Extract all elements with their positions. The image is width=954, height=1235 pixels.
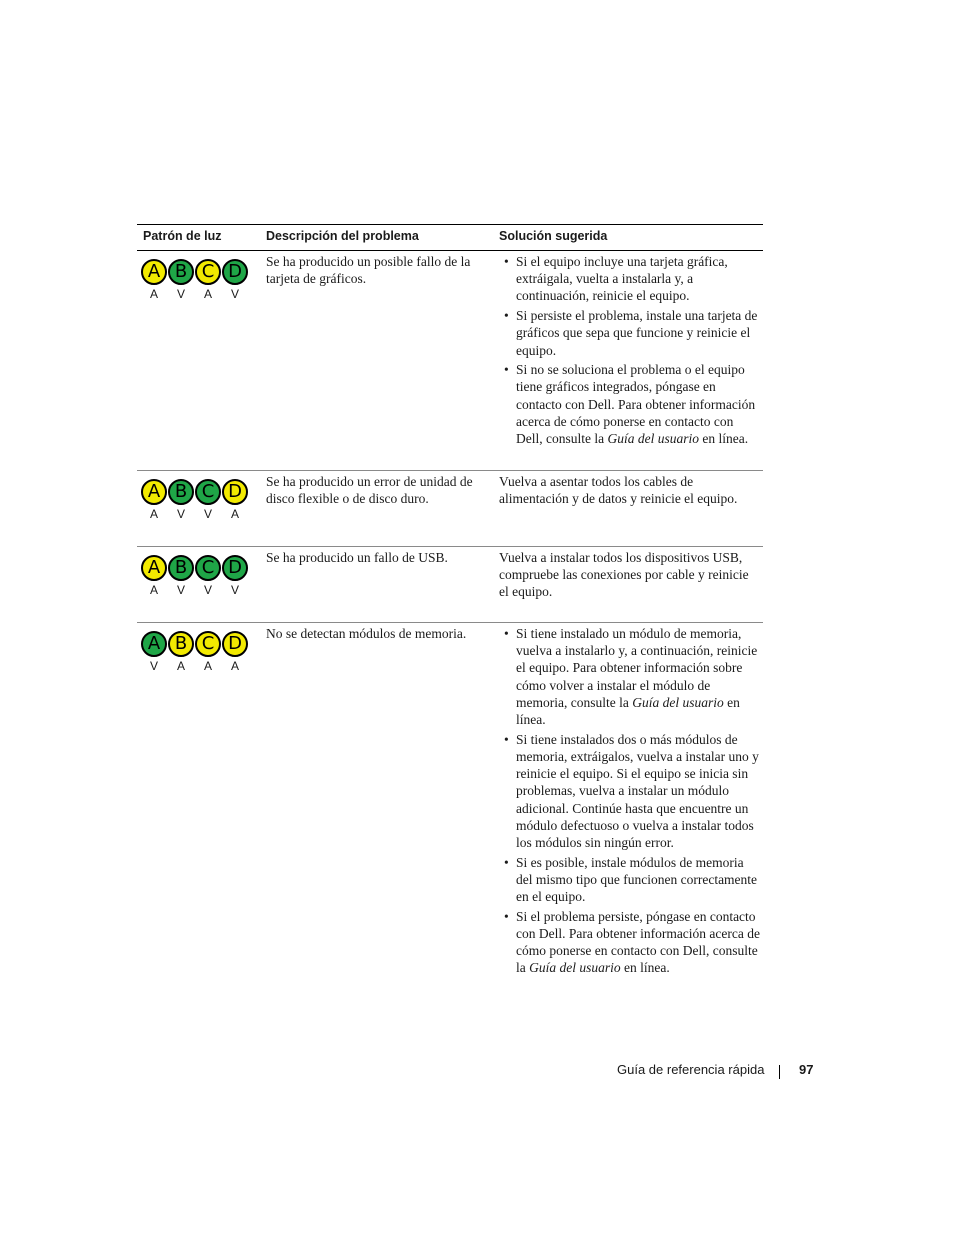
light-state-b: V	[176, 287, 185, 301]
solution-item: • Si es posible, instale módulos de memoria del mismo tipo que funcionen correctamente en el equipo.	[499, 854, 761, 906]
light-pattern	[141, 631, 257, 673]
user-guide-reference: Guía del usuario	[529, 960, 621, 976]
problem-description: Se ha producido un posible fallo de la tarjeta de gráficos.	[266, 254, 471, 287]
diagnostic-light-a: A	[141, 555, 167, 581]
diagnostic-light-a: A	[141, 259, 167, 285]
diagnostic-light-d: D	[222, 555, 248, 581]
page-number: 97	[799, 1062, 814, 1077]
light-state-d: V	[230, 287, 239, 301]
user-guide-reference: Guía del usuario	[632, 694, 724, 710]
diagnostic-light-a: A	[141, 631, 167, 657]
suggested-solution: Vuelva a instalar todos los dispositivos USB, compruebe las conexiones por cable y reinicie el equipo.	[499, 550, 749, 600]
suggested-solution: Vuelva a asentar todos los cables de alimentación y de datos y reinicie el equipo.	[499, 474, 738, 507]
diagnostic-light-b: B	[168, 259, 194, 285]
diagnostic-lights-table	[137, 224, 763, 995]
table-row	[137, 251, 763, 471]
diagnostic-light-d: D	[222, 479, 248, 505]
light-state-c: A	[203, 659, 212, 673]
light-state-c: V	[203, 583, 212, 597]
suggested-solution	[499, 625, 761, 979]
light-state-a: V	[149, 659, 158, 673]
solution-item: • Si el equipo incluye una tarjeta gráfica, extráigala, vuelta a instalarla y, a continuación, reinicie el equipo.	[499, 253, 761, 305]
light-state-d: V	[230, 583, 239, 597]
header-suggested-solution: Solución sugerida	[499, 229, 608, 243]
diagnostic-light-c: C	[195, 555, 221, 581]
solution-item: • Si el problema persiste, póngase en contacto con Dell. Para obtener información acerca de cómo ponerse en contacto con Dell, consulte la Guía del usuario en línea.	[499, 908, 761, 977]
light-state-a: A	[149, 583, 158, 597]
footer-title: Guía de referencia rápida	[617, 1062, 765, 1077]
light-pattern	[141, 259, 257, 301]
light-state-c: A	[203, 287, 212, 301]
suggested-solution	[499, 253, 761, 450]
header-problem-description: Descripción del problema	[266, 229, 419, 243]
solution-item: • Si tiene instalado un módulo de memoria, vuelva a instalarlo y, a continuación, reinicie el equipo. Para obtener información sobre cómo volver a instalar el módulo de memoria, consulte la Guía del usuario en línea.	[499, 625, 761, 728]
diagnostic-light-c: C	[195, 631, 221, 657]
user-guide-reference: Guía del usuario	[607, 431, 699, 447]
light-state-a: A	[149, 287, 158, 301]
diagnostic-light-b: B	[168, 479, 194, 505]
solution-item: • Si tiene instalados dos o más módulos de memoria, extráigalos, vuelva a instalar uno y reinicie el equipo. Si el equipo se inicia sin problemas, vuelva a instalar un módulo adicional. Continúe hasta que encuentre un módulo defectuoso o vuelva a instalar todos los módulos sin ningún error.	[499, 731, 761, 851]
diagnostic-light-d: D	[222, 631, 248, 657]
light-pattern	[141, 555, 257, 597]
diagnostic-light-b: B	[168, 631, 194, 657]
diagnostic-light-c: C	[195, 479, 221, 505]
diagnostic-light-a: A	[141, 479, 167, 505]
footer-divider	[779, 1065, 780, 1079]
solution-item: • Si persiste el problema, instale una tarjeta de gráficos que sepa que funcione y reinicie el equipo.	[499, 307, 761, 359]
light-state-b: V	[176, 583, 185, 597]
table-row	[137, 547, 763, 623]
light-state-c: V	[203, 507, 212, 521]
light-state-b: A	[176, 659, 185, 673]
table-header	[137, 224, 763, 251]
light-pattern	[141, 479, 257, 521]
problem-description: Se ha producido un fallo de USB.	[266, 550, 448, 565]
table-row	[137, 471, 763, 547]
header-light-pattern: Patrón de luz	[143, 229, 222, 243]
light-state-a: A	[149, 507, 158, 521]
problem-description: No se detectan módulos de memoria.	[266, 626, 467, 641]
light-state-b: V	[176, 507, 185, 521]
solution-item: • Si no se soluciona el problema o el equipo tiene gráficos integrados, póngase en contacto con Dell. Para obtener información acerca de cómo ponerse en contacto con Dell, consulte la Guía del usuario en línea.	[499, 361, 761, 447]
problem-description: Se ha producido un error de unidad de disco flexible o de disco duro.	[266, 474, 473, 507]
light-state-d: A	[230, 507, 239, 521]
diagnostic-light-c: C	[195, 259, 221, 285]
diagnostic-light-b: B	[168, 555, 194, 581]
diagnostic-light-d: D	[222, 259, 248, 285]
table-row	[137, 623, 763, 995]
light-state-d: A	[230, 659, 239, 673]
